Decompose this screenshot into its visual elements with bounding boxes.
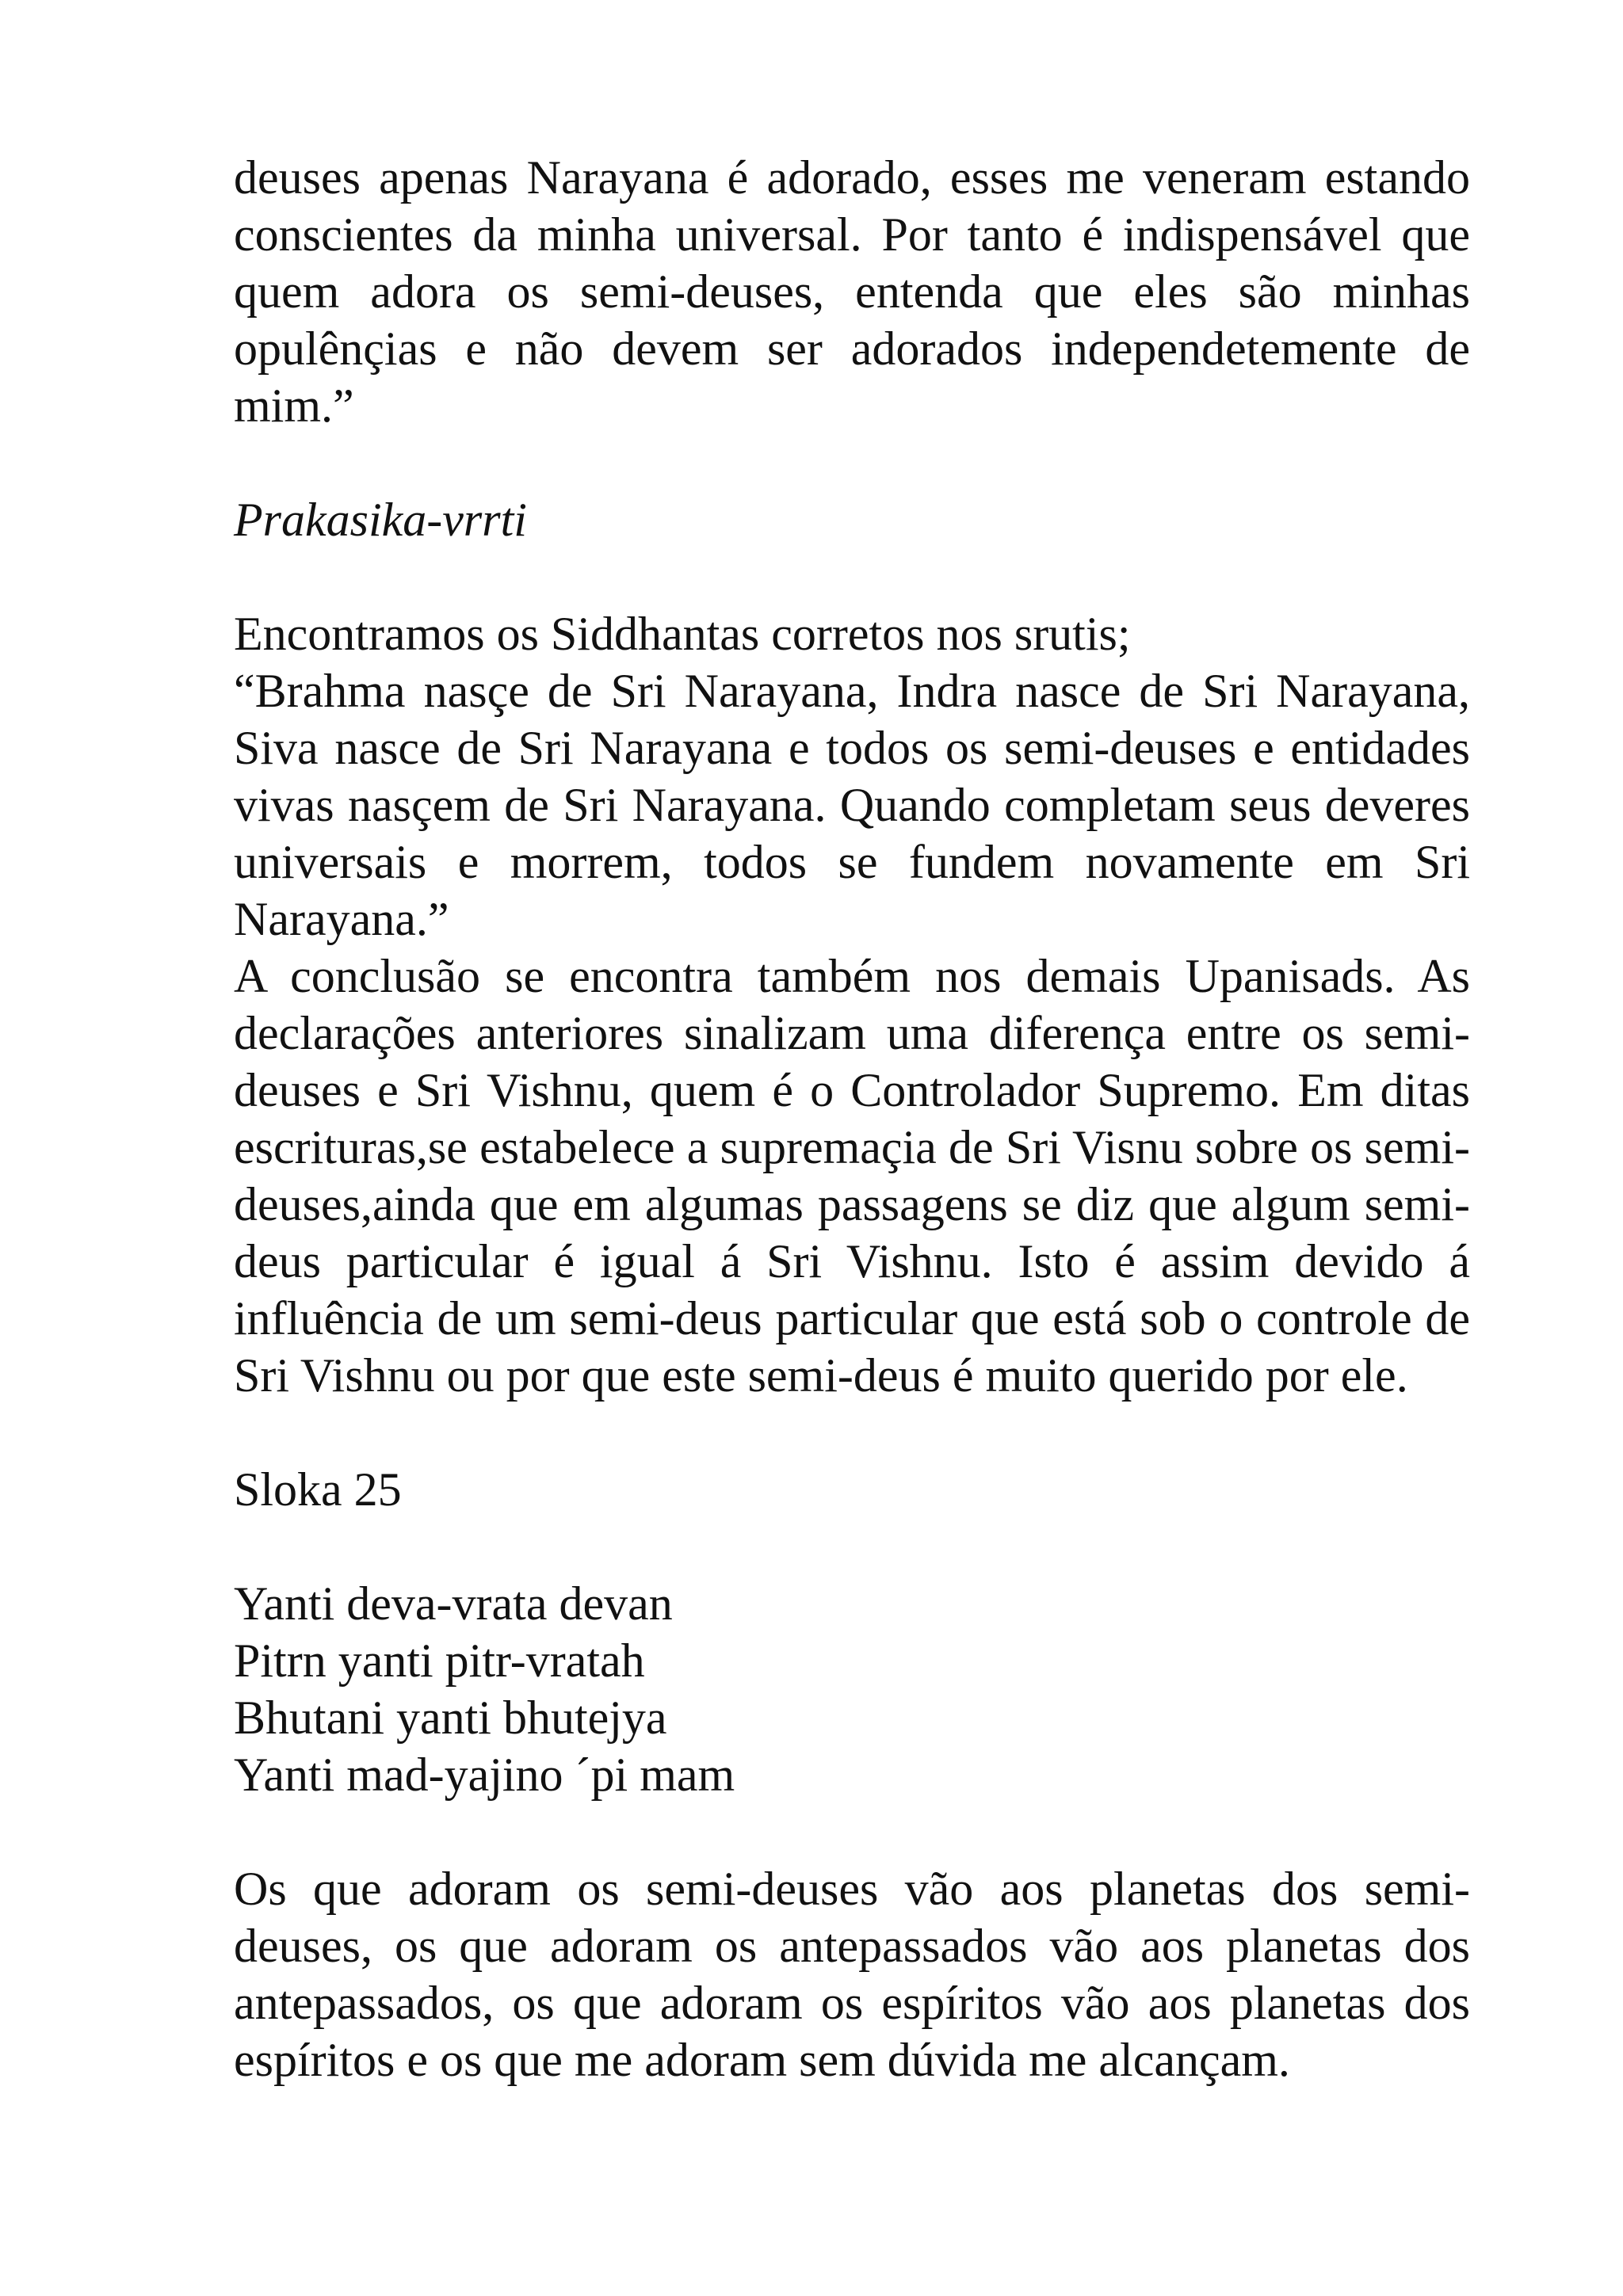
verse-block [234, 1575, 1470, 1803]
spacer [234, 548, 1470, 605]
spacer [234, 1518, 1470, 1575]
spacer [234, 1803, 1470, 1860]
sloka-title: Sloka 25 [234, 1463, 402, 1516]
verse-line: Yanti mad-yajino ´pi mam [234, 1749, 735, 1801]
document-page [234, 149, 1470, 2088]
spacer [234, 434, 1470, 491]
translation-paragraph: Os que adoram os semi-deuses vão aos planetas dos semi-deuses, os que adoram os antepassados vão aos planetas dos antepassados, os que adoram os espíritos vão aos planetas dos espíritos e os que me adoram sem dúvida me alcançam. [234, 1863, 1470, 2086]
commentary-title: Prakasika-vrrti [234, 494, 527, 546]
verse-line: Bhutani yanti bhutejya [234, 1691, 667, 1744]
conclusion-paragraph: A conclusão se encontra também nos demais Upanisads. As declarações anteriores sinalizam uma diferença entre os semi-deuses e Sri Vishnu, quem é o Controlador Supremo. Em ditas escrituras,se estabelece a supremaçia de Sri Visnu sobre os semi-deuses,ainda que em algumas passagens se diz que algum semi-deus particular é igual á Sri Vishnu. Isto é assim devido á influência de um semi-deus particular que está sob o controle de Sri Vishnu ou por que este semi-deus é muito querido por ele. [234, 950, 1470, 1402]
srutis-quote: “Brahma nasçe de Sri Narayana, Indra nasce de Sri Narayana, Siva nasce de Sri Narayana e todos os semi-deuses e entidades vivas nasçem de Sri Narayana. Quando completam seus deveres universais e morrem, todos se fundem novamente em Sri Narayana.” [234, 665, 1470, 945]
intro-paragraph: deuses apenas Narayana é adorado, esses me veneram estando conscientes da minha universal. Por tanto é indispensável que quem adora os semi-deuses, entenda que eles são minhas opulênçias e não devem ser adorados independetemente de mim.” [234, 151, 1470, 432]
spacer [234, 1404, 1470, 1461]
verse-line: Pitrn yanti pitr-vratah [234, 1634, 645, 1687]
verse-line: Yanti deva-vrata devan [234, 1577, 673, 1630]
srutis-intro: Encontramos os Siddhantas corretos nos srutis; [234, 608, 1131, 660]
